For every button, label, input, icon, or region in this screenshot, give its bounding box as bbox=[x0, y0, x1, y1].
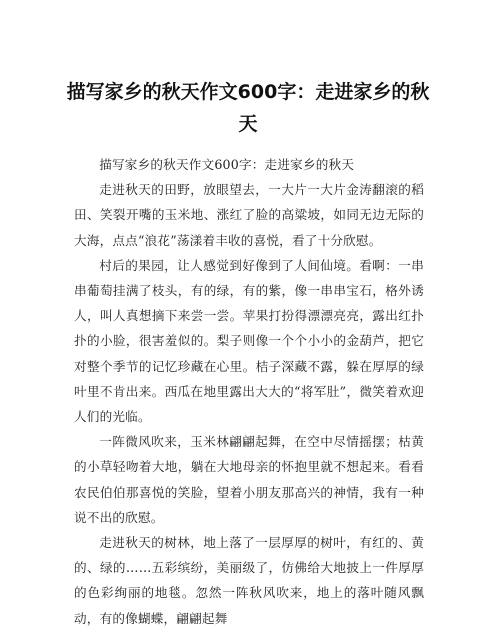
paragraph-breeze: 一阵微风吹来，玉米林翩翩起舞，在空中尽情摇摆；枯黄的小草轻吻着大地，躺在大地母亲的怀抱里就不想起来。看看农民伯伯那喜悦的笑脸，望着小朋友那高兴的神情，我有一种说不出的欣慰。 bbox=[74, 434, 424, 525]
paragraph-orchard: 村后的果园，让人感觉到好像到了人间仙境。看啊：一串串葡萄挂满了枝头，有的绿，有的紫，像一串串宝石，格外诱人，叫人真想摘下来尝一尝。苹果打扮得漂漂亮亮，露出红扑扑的小脸，很害羞似的。梨子则像一个个小小的金葫芦，把它对整个季节的记忆珍藏在心里。桔子深藏不露，躲在厚厚的绿叶里不肯出来。西瓜在地里露出大大的“将军肚”，微笑着欢迎人们的光临。 bbox=[74, 257, 424, 425]
document-title: 描写家乡的秋天作文600字：走进家乡的秋天 bbox=[66, 81, 430, 135]
paragraph-fields: 走进秋天的田野，放眼望去，一大片一大片金涛翻滚的稻田、笑裂开嘴的玉米地、涨红了脸的高粱坡，如同无边无际的大海，点点“浪花”荡漾着丰收的喜悦，看了十分欣慰。 bbox=[74, 182, 424, 248]
document-body bbox=[74, 152, 424, 631]
paragraph-woods: 走进秋天的树林，地上落了一层厚厚的树叶，有红的、黄的、绿的……五彩缤纷，美丽级了，仿佛给大地披上一件厚厚的色彩绚丽的地毯。忽然一阵秋风吹来，地上的落叶随风飘动，有的像蝴蝶，翩翩起舞 bbox=[74, 535, 424, 626]
paragraph-subtitle: 描写家乡的秋天作文600字：走进家乡的秋天 bbox=[99, 157, 355, 172]
